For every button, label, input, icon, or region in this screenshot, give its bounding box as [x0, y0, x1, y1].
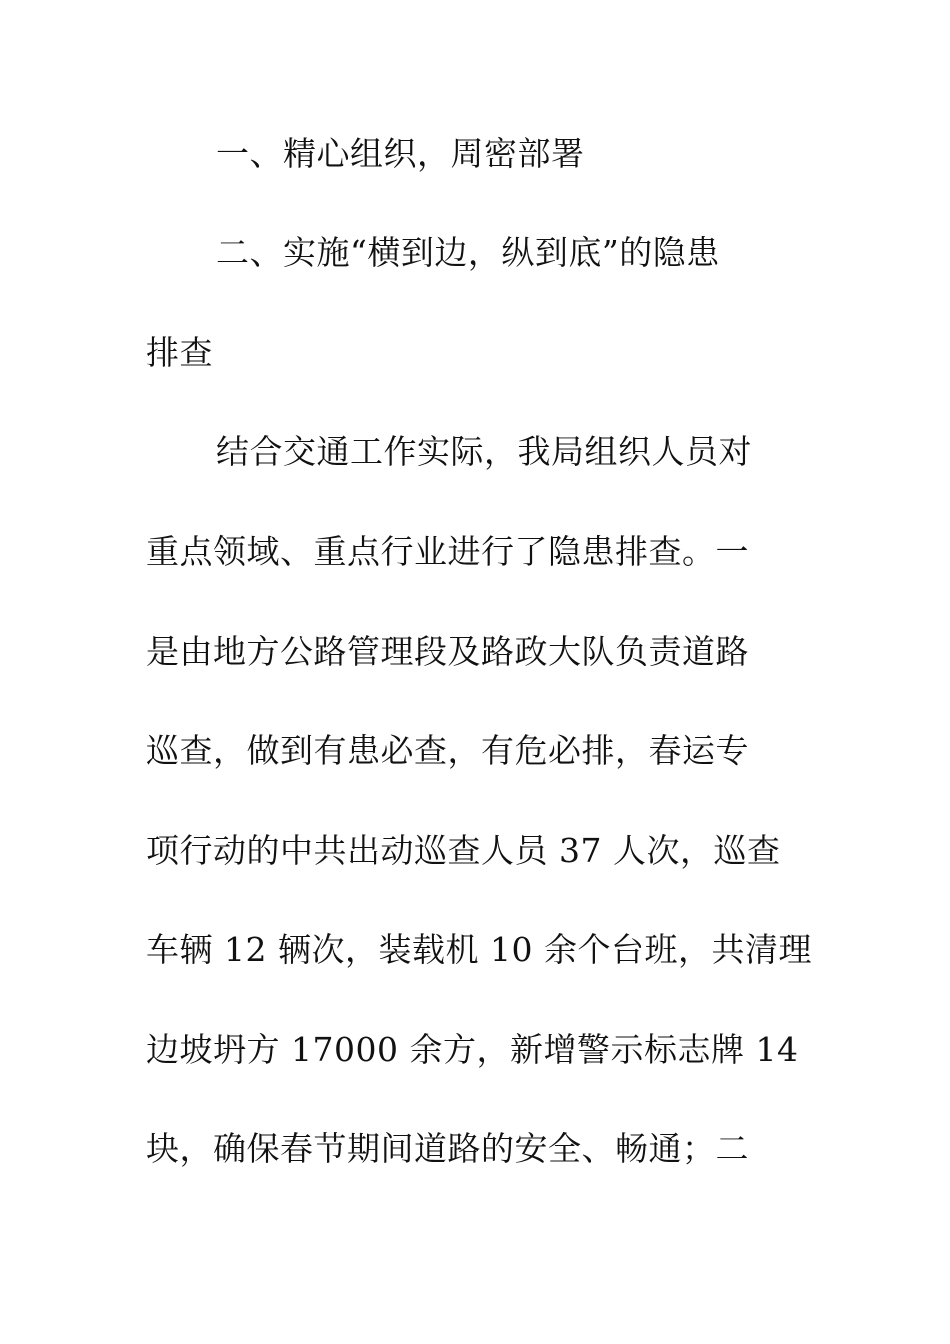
body-paragraph-line: 边坡坍方 17000 余方，新增警示标志牌 14: [146, 1030, 799, 1069]
section-heading-2: 二、实施“横到边，纵到底”的隐患: [216, 233, 720, 272]
body-paragraph-line: 结合交通工作实际，我局组织人员对: [216, 432, 752, 471]
body-paragraph-line: 重点领域、重点行业进行了隐患排查。一: [146, 532, 749, 571]
body-paragraph-line: 块，确保春节期间道路的安全、畅通；二: [146, 1129, 749, 1168]
body-paragraph-line: 巡查，做到有患必查，有危必排，春运专: [146, 731, 749, 770]
section-heading-2-continuation: 排查: [146, 333, 213, 372]
body-paragraph-line: 车辆 12 辆次，装载机 10 余个台班，共清理: [146, 930, 812, 969]
body-paragraph-line: 项行动的中共出动巡查人员 37 人次，巡查: [146, 831, 781, 870]
section-heading-1: 一、精心组织，周密部署: [216, 134, 585, 173]
body-paragraph-line: 是由地方公路管理段及路政大队负责道路: [146, 632, 749, 671]
